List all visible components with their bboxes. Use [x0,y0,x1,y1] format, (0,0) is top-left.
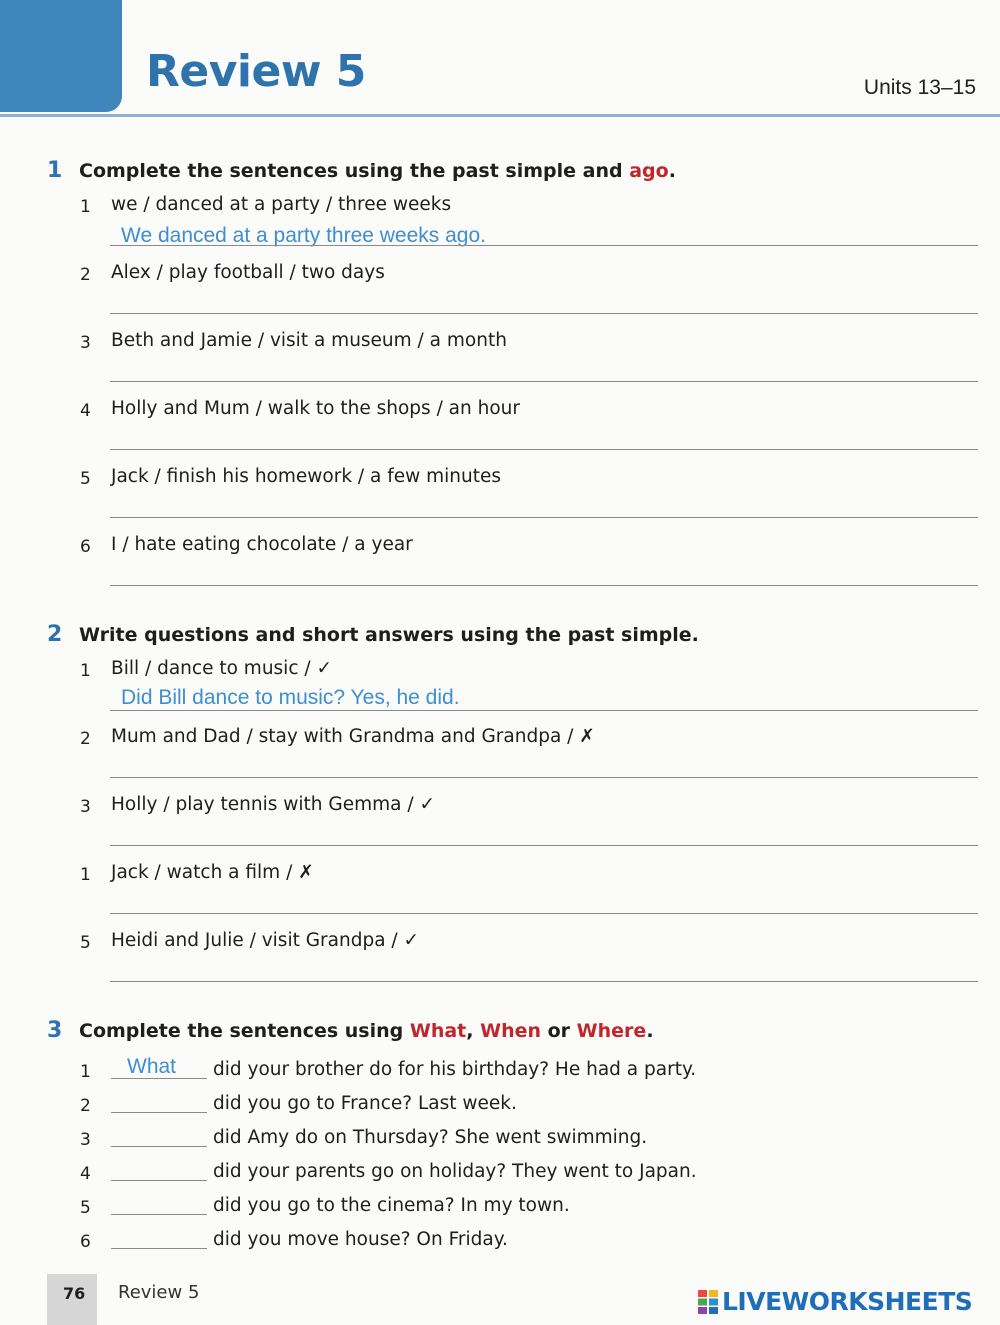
s3-item-text: did you go to France? Last week. [213,1093,517,1114]
s2-item-prompt: Mum and Dad / stay with Grandma and Grandpa / ✗ [111,726,595,747]
s3-item-number: 2 [80,1096,91,1116]
section3-number: 3 [47,1018,63,1043]
section1-title-end: . [668,160,676,182]
s2-answer-line[interactable] [110,777,978,778]
section2-title: Write questions and short answers using the past simple. [79,624,699,646]
s3-item-text: did your brother do for his birthday? He had a party. [213,1059,697,1080]
s1-item-number: 2 [80,265,91,285]
section3-title-end: . [646,1020,654,1042]
s3-blank [111,1078,207,1079]
s1-answer-line[interactable] [110,585,978,586]
s3-blank[interactable] [111,1180,207,1181]
section2-number: 2 [47,622,63,647]
s1-item-number: 4 [80,401,91,421]
s3-blank[interactable] [111,1146,207,1147]
section3-sep: or [541,1020,577,1042]
section3-sep: , [466,1020,481,1042]
liveworksheets-brand[interactable]: LIVEWORKSHEETS [722,1287,973,1316]
s3-blank[interactable] [111,1248,207,1249]
s1-item-prompt: Alex / play football / two days [111,262,385,283]
section3-word-where: Where [576,1020,647,1042]
s2-item-number: 5 [80,933,91,953]
s1-item-number: 5 [80,469,91,489]
s1-item-prompt: Holly and Mum / walk to the shops / an hour [111,398,520,419]
section3-title [79,1020,654,1042]
s2-item-number: 3 [80,797,91,817]
s3-blank-answer[interactable]: What [127,1055,177,1078]
s3-blank[interactable] [111,1214,207,1215]
s3-item-number: 3 [80,1130,91,1150]
s2-answer-line[interactable] [110,845,978,846]
s1-item-answer[interactable]: We danced at a party three weeks ago. [121,224,486,247]
header-tab [0,0,122,112]
s1-item-number: 1 [80,197,91,217]
s1-answer-line[interactable] [110,449,978,450]
section1-title-ago: ago [629,160,669,182]
section1-number: 1 [47,158,63,183]
s3-item-text: did you go to the cinema? In my town. [213,1195,570,1216]
s2-item-prompt: Heidi and Julie / visit Grandpa / ✓ [111,930,420,951]
s3-item-text: did you move house? On Friday. [213,1229,508,1250]
s1-answer-line [110,245,978,246]
s1-item-prompt: I / hate eating chocolate / a year [111,534,413,555]
s1-item-number: 6 [80,537,91,557]
s2-item-prompt: Holly / play tennis with Gemma / ✓ [111,794,435,815]
s2-item-answer[interactable]: Did Bill dance to music? Yes, he did. [121,686,460,709]
s1-answer-line[interactable] [110,313,978,314]
s3-item-number: 5 [80,1198,91,1218]
s3-item-text: did your parents go on holiday? They went to Japan. [213,1161,697,1182]
s1-item-prompt: Jack / finish his homework / a few minutes [111,466,502,487]
s1-answer-line[interactable] [110,517,978,518]
s1-item-prompt: Beth and Jamie / visit a museum / a month [111,330,507,351]
s1-item-number: 3 [80,333,91,353]
s2-answer-line [110,710,978,711]
s3-item-text: did Amy do on Thursday? She went swimming. [213,1127,648,1148]
section1-title [79,160,676,182]
liveworksheets-logo-icon [698,1290,718,1314]
s1-item-prompt: we / danced at a party / three weeks [111,194,452,215]
s2-answer-line[interactable] [110,981,978,982]
s3-item-number: 1 [80,1062,91,1082]
s3-blank[interactable] [111,1112,207,1113]
page-number: 76 [63,1284,86,1303]
s2-answer-line[interactable] [110,913,978,914]
page-title: Review 5 [146,46,366,97]
section3-word-what: What [409,1020,467,1042]
units-label: Units 13–15 [863,76,976,99]
s3-item-number: 4 [80,1164,91,1184]
s2-item-prompt: Bill / dance to music / ✓ [111,658,332,679]
section3-word-when: When [480,1020,542,1042]
header-divider [0,114,1000,117]
s2-item-number: 1 [80,865,91,885]
s2-item-number: 1 [80,661,91,681]
s1-answer-line[interactable] [110,381,978,382]
s2-item-prompt: Jack / watch a film / ✗ [111,862,314,883]
footer-label: Review 5 [118,1282,200,1303]
section1-title-text: Complete the sentences using the past simple and [79,160,630,182]
s2-item-number: 2 [80,729,91,749]
section3-title-text: Complete the sentences using [79,1020,410,1042]
s3-item-number: 6 [80,1232,91,1252]
